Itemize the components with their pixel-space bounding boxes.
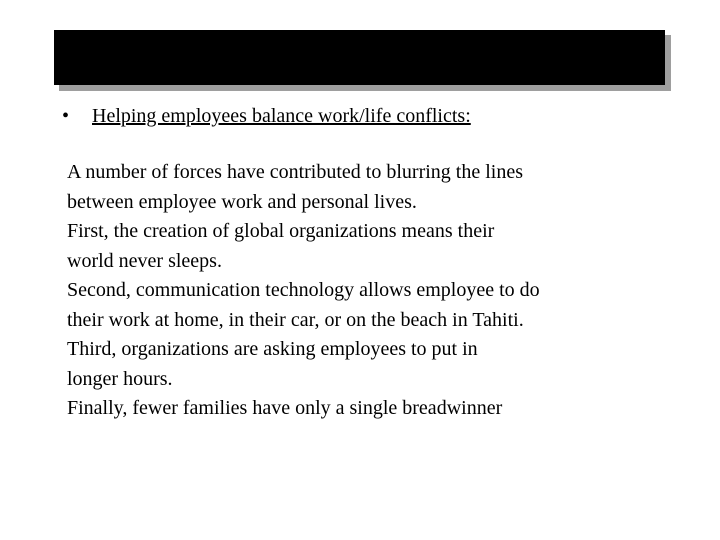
body-line: Second, communication technology allows employee to do [67, 279, 540, 301]
bullet-heading [62, 104, 471, 128]
title-bar [54, 30, 665, 85]
body-line: longer hours. [67, 367, 173, 390]
body-line: their work at home, in their car, or on the beach in Tahiti. [67, 308, 524, 331]
body-line: Finally, fewer families have only a single breadwinner [67, 397, 503, 419]
body-line: world never sleeps. [67, 249, 222, 272]
body-line: Third, organizations are asking employees to put in [67, 338, 478, 360]
bullet-heading-text: Helping employees balance work/life conflicts: [92, 105, 471, 127]
body-paragraph [67, 158, 707, 424]
bullet-icon: • [62, 105, 70, 127]
body-line: between employee work and personal lives. [67, 190, 417, 213]
body-line: A number of forces have contributed to blurring the lines [67, 161, 523, 183]
body-line: First, the creation of global organizations means their [67, 220, 495, 242]
